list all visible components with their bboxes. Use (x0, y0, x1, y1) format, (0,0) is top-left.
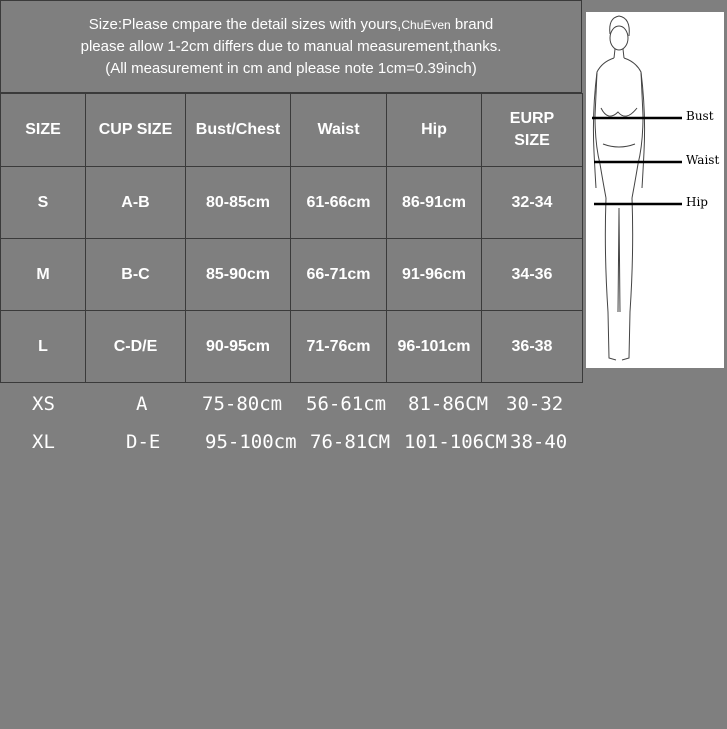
extra-sizes (0, 393, 590, 469)
body-figure-icon (586, 12, 724, 368)
bust-label: Bust (686, 109, 714, 123)
cell-cup-size: B-C (86, 239, 186, 311)
extra-waist: 56-61cm (306, 393, 387, 415)
cell-cup-size: C-D/E (86, 311, 186, 383)
header-hip: Hip (387, 94, 482, 167)
cell-eurp: 36-38 (482, 311, 583, 383)
size-note (0, 0, 582, 93)
body-measurement-figure (586, 12, 724, 368)
extra-hip: 81-86CM (408, 393, 489, 415)
cell-waist: 66-71cm (291, 239, 387, 311)
header-waist: Waist (291, 94, 387, 167)
cell-eurp: 32-34 (482, 167, 583, 239)
cell-hip: 96-101cm (387, 311, 482, 383)
note-line-2: please allow 1-2cm differs due to manual measurement,thanks. (80, 37, 502, 55)
table-row (1, 167, 583, 239)
header-size: SIZE (1, 94, 86, 167)
extra-waist: 76-81CM (310, 431, 391, 453)
table-header-row (1, 94, 583, 167)
extra-size: XL (32, 431, 55, 453)
extra-size: XS (32, 393, 55, 415)
extra-bust: 75-80cm (202, 393, 283, 415)
extra-hip: 101-106CM (404, 431, 507, 453)
cell-bust: 85-90cm (186, 239, 291, 311)
cell-size: M (1, 239, 86, 311)
cell-cup-size: A-B (86, 167, 186, 239)
extra-cup-size: D-E (126, 431, 161, 453)
waist-label: Waist (686, 153, 720, 167)
table-row (1, 239, 583, 311)
cell-bust: 90-95cm (186, 311, 291, 383)
header-cup-size: CUP SIZE (86, 94, 186, 167)
hip-label: Hip (686, 195, 708, 209)
cell-size: S (1, 167, 86, 239)
extra-row (0, 393, 590, 431)
extra-row (0, 431, 590, 469)
size-chart-table (0, 93, 583, 383)
table-row (1, 311, 583, 383)
cell-hip: 86-91cm (387, 167, 482, 239)
brand-name: ChuEven (401, 17, 451, 32)
extra-cup-size: A (136, 393, 148, 415)
cell-bust: 80-85cm (186, 167, 291, 239)
header-bust-chest: Bust/Chest (186, 94, 291, 167)
cell-size: L (1, 311, 86, 383)
extra-bust: 95-100cm (205, 431, 297, 453)
cell-waist: 71-76cm (291, 311, 387, 383)
note-line-1: Size:Please cmpare the detail sizes with yours,ChuEven brand (88, 15, 494, 33)
cell-eurp: 34-36 (482, 239, 583, 311)
cell-waist: 61-66cm (291, 167, 387, 239)
cell-hip: 91-96cm (387, 239, 482, 311)
extra-eurp: 38-40 (510, 431, 568, 453)
header-eurp-size: EURP SIZE (482, 94, 583, 167)
note-line-3: (All measurement in cm and please note 1cm=0.39inch) (105, 59, 477, 77)
extra-eurp: 30-32 (506, 393, 564, 415)
